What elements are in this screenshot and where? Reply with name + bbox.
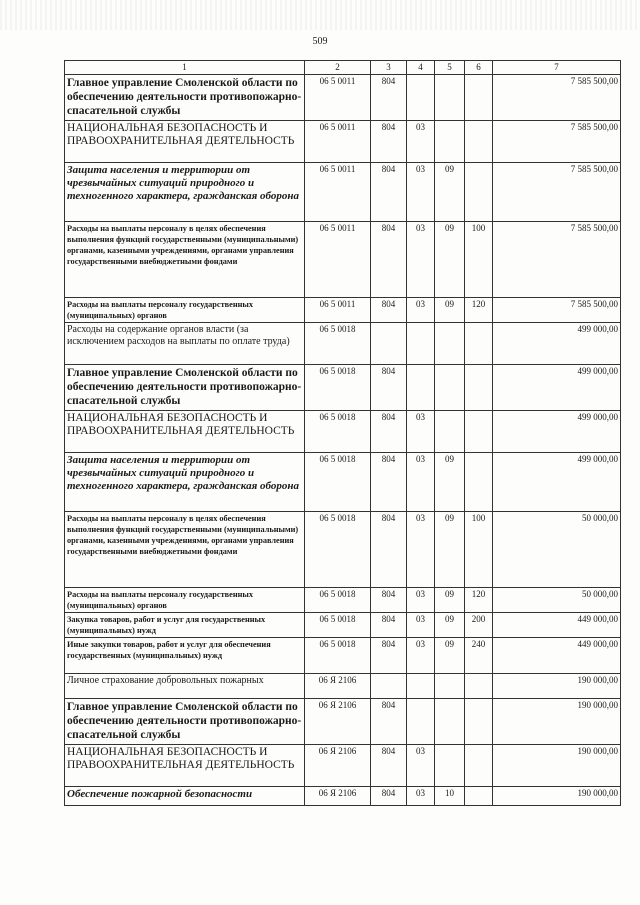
amount: 190 000,00 [493, 745, 621, 787]
target-code: 06 5 0018 [305, 323, 371, 365]
ministry-code: 804 [371, 613, 407, 638]
table-row [65, 638, 621, 674]
amount: 50 000,00 [493, 512, 621, 588]
expense-type-code [465, 745, 493, 787]
budget-table [64, 60, 621, 806]
subsection-code: 09 [435, 613, 465, 638]
ministry-code: 804 [371, 588, 407, 613]
table-row [65, 787, 621, 806]
section-code [407, 699, 435, 745]
section-code: 03 [407, 588, 435, 613]
row-name: НАЦИОНАЛЬНАЯ БЕЗОПАСНОСТЬ И ПРАВООХРАНИТЕЛЬНАЯ ДЕЯТЕЛЬНОСТЬ [65, 121, 305, 163]
table-row [65, 365, 621, 411]
section-code: 03 [407, 163, 435, 222]
table-row [65, 323, 621, 365]
subsection-code: 09 [435, 638, 465, 674]
amount: 190 000,00 [493, 699, 621, 745]
table-row [65, 745, 621, 787]
ministry-code [371, 323, 407, 365]
section-code: 03 [407, 613, 435, 638]
table-row [65, 298, 621, 323]
subsection-code [435, 745, 465, 787]
expense-type-code: 120 [465, 588, 493, 613]
expense-type-code: 120 [465, 298, 493, 323]
amount: 499 000,00 [493, 411, 621, 453]
table-row [65, 699, 621, 745]
table-row [65, 512, 621, 588]
ministry-code [371, 674, 407, 699]
expense-type-code: 200 [465, 613, 493, 638]
amount: 499 000,00 [493, 365, 621, 411]
amount: 50 000,00 [493, 588, 621, 613]
target-code: 06 5 0011 [305, 163, 371, 222]
expense-type-code [465, 121, 493, 163]
target-code: 06 5 0018 [305, 512, 371, 588]
amount: 499 000,00 [493, 453, 621, 512]
section-code [407, 323, 435, 365]
target-code: 06 5 0011 [305, 298, 371, 323]
section-code: 03 [407, 745, 435, 787]
column-header: 3 [371, 61, 407, 75]
target-code: 06 Я 2106 [305, 699, 371, 745]
subsection-code [435, 699, 465, 745]
column-number-row [65, 61, 621, 75]
section-code [407, 75, 435, 121]
expense-type-code [465, 699, 493, 745]
column-header: 7 [493, 61, 621, 75]
subsection-code [435, 411, 465, 453]
row-name: Расходы на выплаты персоналу государственных (муниципальных) органов [65, 298, 305, 323]
row-name: Главное управление Смоленской области по обеспечению деятельности противопожарно-спасательной службы [65, 699, 305, 745]
ministry-code: 804 [371, 453, 407, 512]
target-code: 06 5 0018 [305, 365, 371, 411]
ministry-code: 804 [371, 121, 407, 163]
target-code: 06 5 0018 [305, 588, 371, 613]
scan-artifact-band [0, 0, 640, 30]
page-number: 509 [312, 36, 328, 47]
amount: 7 585 500,00 [493, 75, 621, 121]
amount: 449 000,00 [493, 613, 621, 638]
section-code: 03 [407, 638, 435, 674]
ministry-code: 804 [371, 638, 407, 674]
row-name: Обеспечение пожарной безопасности [65, 787, 305, 806]
ministry-code: 804 [371, 787, 407, 806]
target-code: 06 Я 2106 [305, 787, 371, 806]
amount: 7 585 500,00 [493, 163, 621, 222]
row-name: Расходы на выплаты персоналу в целях обеспечения выполнения функций государственными (муниципальными) органами, казенными учреждениями, органами управления государственными внебюджетными фондами [65, 512, 305, 588]
table-row [65, 75, 621, 121]
ministry-code: 804 [371, 699, 407, 745]
table-row [65, 222, 621, 298]
expense-type-code [465, 674, 493, 699]
subsection-code: 09 [435, 453, 465, 512]
subsection-code [435, 365, 465, 411]
amount: 499 000,00 [493, 323, 621, 365]
ministry-code: 804 [371, 745, 407, 787]
target-code: 06 5 0018 [305, 453, 371, 512]
expense-type-code [465, 411, 493, 453]
table-row [65, 613, 621, 638]
column-header: 1 [65, 61, 305, 75]
subsection-code [435, 323, 465, 365]
section-code [407, 674, 435, 699]
target-code: 06 5 0018 [305, 411, 371, 453]
expense-type-code [465, 163, 493, 222]
row-name: НАЦИОНАЛЬНАЯ БЕЗОПАСНОСТЬ И ПРАВООХРАНИТЕЛЬНАЯ ДЕЯТЕЛЬНОСТЬ [65, 745, 305, 787]
row-name: Защита населения и территории от чрезвычайных ситуаций природного и техногенного характера, гражданская оборона [65, 163, 305, 222]
section-code: 03 [407, 512, 435, 588]
row-name: Главное управление Смоленской области по обеспечению деятельности противопожарно-спасательной службы [65, 75, 305, 121]
ministry-code: 804 [371, 365, 407, 411]
ministry-code: 804 [371, 75, 407, 121]
subsection-code: 09 [435, 163, 465, 222]
row-name: Личное страхование добровольных пожарных [65, 674, 305, 699]
amount: 7 585 500,00 [493, 222, 621, 298]
row-name: Расходы на содержание органов власти (за исключением расходов на выплаты по оплате труда) [65, 323, 305, 365]
table-row [65, 121, 621, 163]
table-row [65, 588, 621, 613]
subsection-code: 09 [435, 222, 465, 298]
subsection-code: 10 [435, 787, 465, 806]
amount: 7 585 500,00 [493, 298, 621, 323]
expense-type-code [465, 75, 493, 121]
ministry-code: 804 [371, 222, 407, 298]
row-name: Расходы на выплаты персоналу в целях обеспечения выполнения функций государственными (муниципальными) органами, казенными учреждениями, органами управления государственными внебюджетными фондами [65, 222, 305, 298]
section-code: 03 [407, 222, 435, 298]
subsection-code [435, 121, 465, 163]
amount: 190 000,00 [493, 787, 621, 806]
target-code: 06 5 0011 [305, 121, 371, 163]
table-row [65, 411, 621, 453]
amount: 190 000,00 [493, 674, 621, 699]
table-row [65, 453, 621, 512]
expense-type-code: 100 [465, 512, 493, 588]
subsection-code [435, 674, 465, 699]
ministry-code: 804 [371, 512, 407, 588]
column-header: 2 [305, 61, 371, 75]
row-name: Закупка товаров, работ и услуг для государственных (муниципальных) нужд [65, 613, 305, 638]
expense-type-code: 100 [465, 222, 493, 298]
row-name: Иные закупки товаров, работ и услуг для обеспечения государственных (муниципальных) нужд [65, 638, 305, 674]
amount: 7 585 500,00 [493, 121, 621, 163]
target-code: 06 5 0011 [305, 222, 371, 298]
expense-type-code [465, 787, 493, 806]
expense-type-code [465, 453, 493, 512]
expense-type-code [465, 323, 493, 365]
section-code: 03 [407, 121, 435, 163]
subsection-code [435, 75, 465, 121]
section-code [407, 365, 435, 411]
subsection-code: 09 [435, 588, 465, 613]
ministry-code: 804 [371, 298, 407, 323]
column-header: 4 [407, 61, 435, 75]
target-code: 06 Я 2106 [305, 745, 371, 787]
section-code: 03 [407, 453, 435, 512]
row-name: Расходы на выплаты персоналу государственных (муниципальных) органов [65, 588, 305, 613]
expense-type-code [465, 365, 493, 411]
subsection-code: 09 [435, 298, 465, 323]
section-code: 03 [407, 298, 435, 323]
row-name: НАЦИОНАЛЬНАЯ БЕЗОПАСНОСТЬ И ПРАВООХРАНИТЕЛЬНАЯ ДЕЯТЕЛЬНОСТЬ [65, 411, 305, 453]
table-row [65, 674, 621, 699]
row-name: Защита населения и территории от чрезвычайных ситуаций природного и техногенного характера, гражданская оборона [65, 453, 305, 512]
ministry-code: 804 [371, 163, 407, 222]
column-header: 6 [465, 61, 493, 75]
target-code: 06 5 0011 [305, 75, 371, 121]
section-code: 03 [407, 787, 435, 806]
target-code: 06 Я 2106 [305, 674, 371, 699]
ministry-code: 804 [371, 411, 407, 453]
subsection-code: 09 [435, 512, 465, 588]
expense-type-code: 240 [465, 638, 493, 674]
table-row [65, 163, 621, 222]
section-code: 03 [407, 411, 435, 453]
target-code: 06 5 0018 [305, 613, 371, 638]
target-code: 06 5 0018 [305, 638, 371, 674]
column-header: 5 [435, 61, 465, 75]
row-name: Главное управление Смоленской области по обеспечению деятельности противопожарно-спасательной службы [65, 365, 305, 411]
amount: 449 000,00 [493, 638, 621, 674]
